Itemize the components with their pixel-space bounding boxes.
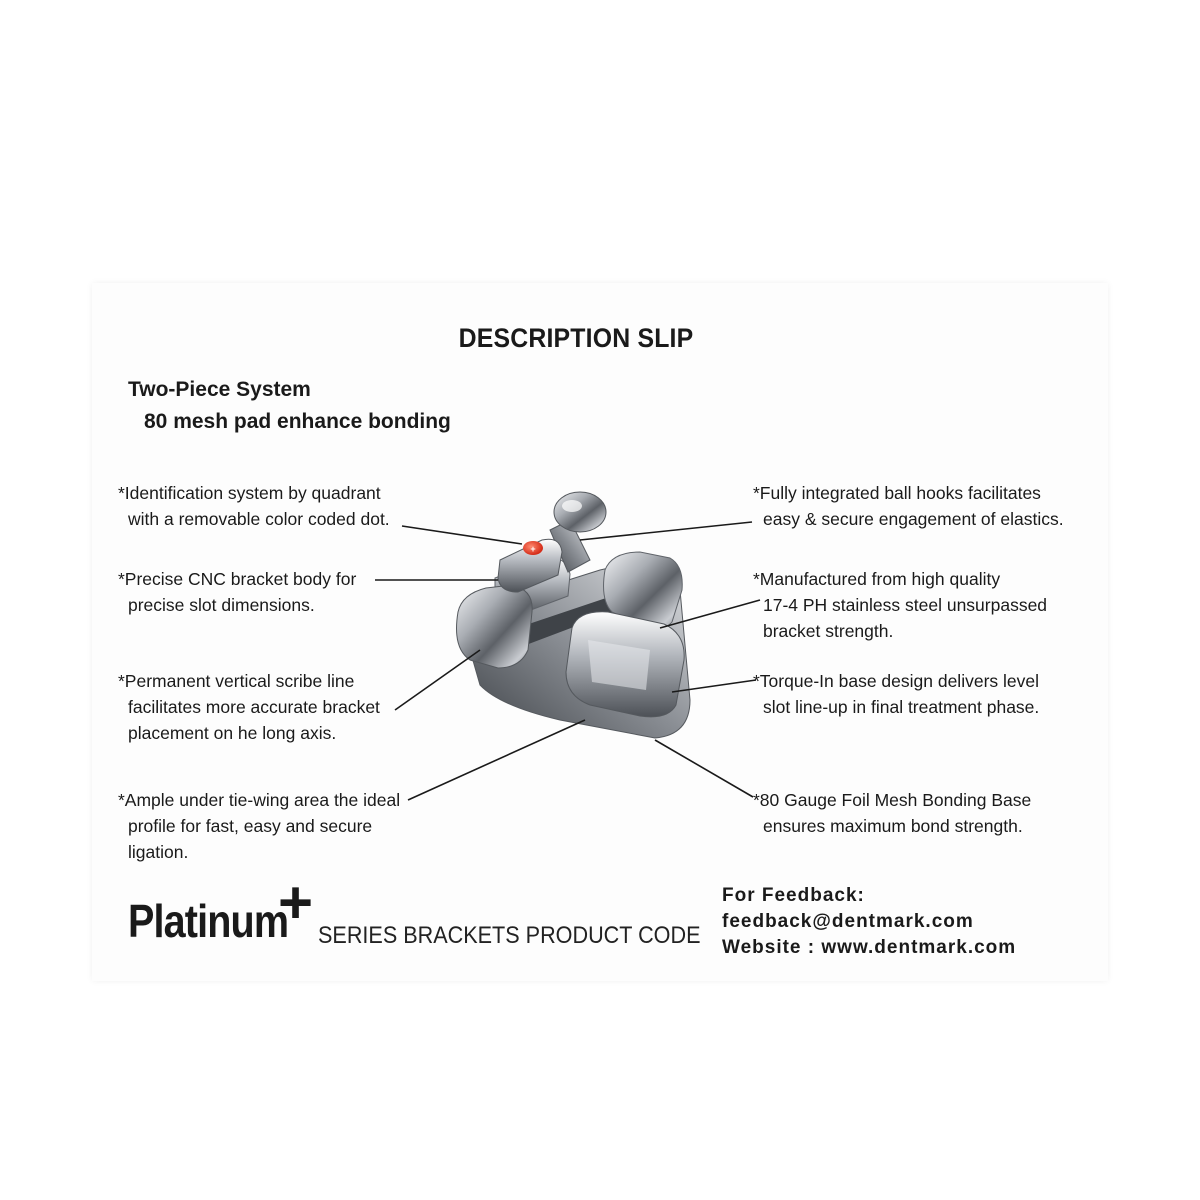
svg-text:+: + [530,544,536,554]
callout-line: *Fully integrated ball hooks facilitates [753,483,1041,503]
callout-line: *Manufactured from high quality [753,569,1001,589]
callout-line: ligation. [128,842,189,862]
feedback-website: Website : www.dentmark.com [722,937,1017,958]
page-title: DESCRIPTION SLIP [458,323,694,353]
callout-line: slot line-up in final treatment phase. [763,697,1040,717]
callout-line: *Ample under tie-wing area the ideal [118,790,401,810]
brand-name: Platinum [128,895,289,947]
callout-line: facilitates more accurate bracket [128,697,380,717]
ball-hook [554,492,606,532]
system-type-label: Two-Piece System [128,378,311,401]
callout-line: ensures maximum bond strength. [763,816,1023,836]
callout-line: profile for fast, easy and secure [128,816,373,836]
callout-line: precise slot dimensions. [128,595,315,615]
brand-tagline: SERIES BRACKETS PRODUCT CODE [318,922,701,949]
brand-plus-icon: + [278,869,314,936]
callout-line: *80 Gauge Foil Mesh Bonding Base [753,790,1032,810]
callout-line: *Identification system by quadrant [118,483,381,503]
callout-line: *Permanent vertical scribe line [118,671,355,691]
callout-line: placement on he long axis. [128,723,337,743]
callout-line: *Torque-In base design delivers level [753,671,1039,691]
callout-line: easy & secure engagement of elastics. [763,509,1064,529]
tie-wing-front-left [457,585,533,668]
feedback-heading: For Feedback: [722,885,865,906]
callout-line: bracket strength. [763,621,894,641]
callout-line: with a removable color coded dot. [128,509,390,529]
feedback-email: feedback@dentmark.com [722,911,974,932]
callout-line: *Precise CNC bracket body for [118,569,357,589]
mesh-pad-label: 80 mesh pad enhance bonding [144,410,451,433]
callout-line: 17-4 PH stainless steel unsurpassed [763,595,1048,615]
